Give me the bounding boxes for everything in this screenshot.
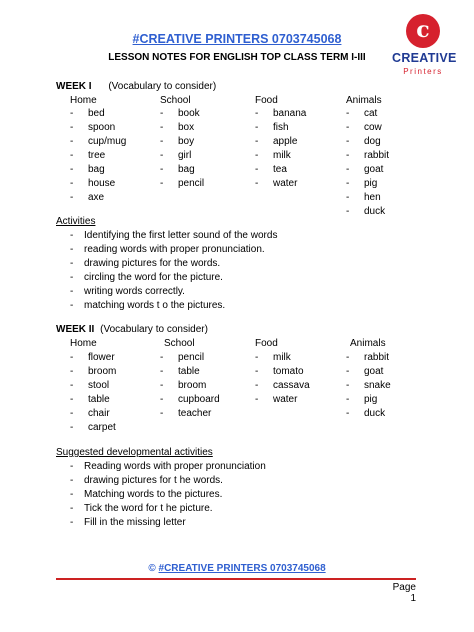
logo-sub-text: Printers [403, 67, 443, 76]
header-contact-link[interactable]: #CREATIVE PRINTERS 0703745068 [132, 32, 342, 46]
footer-contact-link[interactable]: #CREATIVE PRINTERS 0703745068 [158, 563, 326, 574]
activities-heading: Activities [56, 216, 96, 227]
week1-heading [56, 81, 216, 92]
week1-col-home: Home [70, 95, 97, 106]
week1-col-animals: Animals [346, 95, 382, 106]
week2-col-animals: Animals [350, 338, 386, 349]
week1-note: (Vocabulary to consider) [108, 81, 217, 92]
logo-mark-icon [406, 14, 440, 48]
week2-col-home: Home [70, 338, 97, 349]
logo-brand-text: CREATIVE [392, 51, 457, 65]
page-title: LESSON NOTES FOR ENGLISH TOP CLASS TERM I-III [108, 52, 366, 63]
week2-label: WEEK II [56, 324, 95, 335]
week1-col-school: School [160, 95, 191, 106]
week2-col-school: School [164, 338, 195, 349]
week1-col-food: Food [255, 95, 278, 106]
suggested-activities-heading: Suggested developmental activities [56, 447, 213, 458]
week2-note: (Vocabulary to consider) [100, 324, 208, 335]
page-number: Page 1 [392, 582, 416, 604]
creative-printers-logo [392, 14, 457, 84]
document-page: #CREATIVE PRINTERS 0703745068 LESSON NOTES FOR ENGLISH TOP CLASS TERM I-III c CREATIVE Printers WEEK I (Vocabulary to consider) Home School Food Animals - bed - spoon - cup/mug - tree - bag - house - axe - book - box - boy - girl - bag - pencil - banana - fish - apple - milk - tea - water - cat - cow - dog - rabbit - goat - pig - hen - duck Activities - Identifying the first letter sound of the words - reading words with proper pronunciation. - drawing pictures for the words. - circling the word for the picture. - writing words correctly. - matching words t o the pictures. WEEK II (Vocabulary to consider) Home School Food Animals - flower - broom - stool - table - chair - carpet - pencil - table - broom - cupboard - teacher - milk - tomato - cassava - water - rabbit - goat - snake - pig - duck Suggested developmental activities - Reading words with proper pronunciation - drawing pictures for t he words. - Matching words to the pictures. - Tick the word for t he picture. - Fill in the missing letter © #CREATIVE PRINTERS 0703745068 Page 1 [0, 0, 474, 632]
logo-letter: c [416, 17, 430, 43]
copyright-symbol: © [148, 563, 156, 574]
footer-divider [56, 578, 416, 580]
week1-label: WEEK I [56, 81, 92, 92]
week2-heading [56, 324, 208, 335]
footer-contact [0, 563, 474, 574]
week2-col-food: Food [255, 338, 278, 349]
